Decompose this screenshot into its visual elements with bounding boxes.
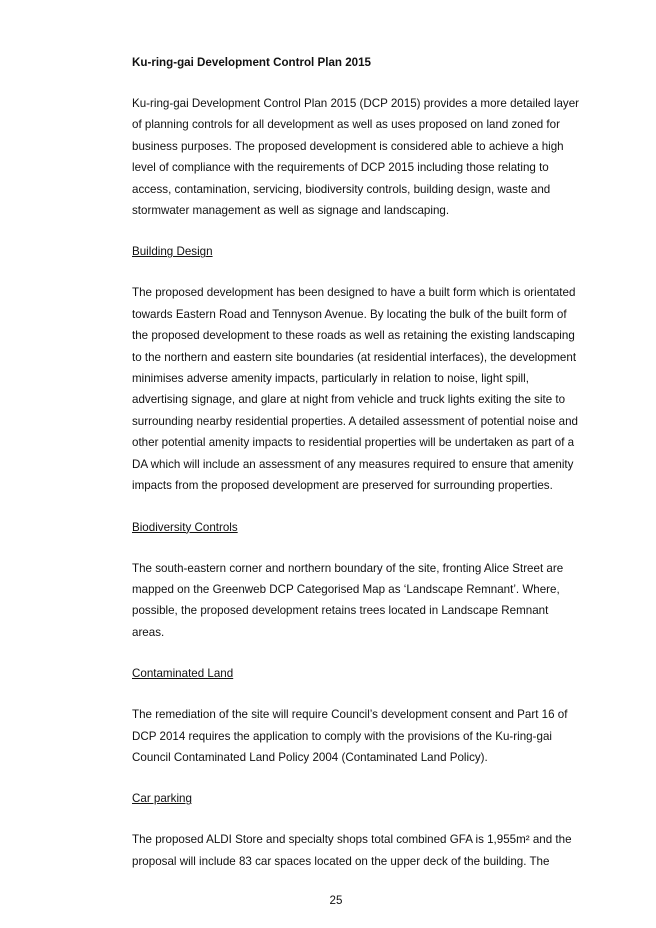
intro-paragraph: Ku-ring-gai Development Control Plan 2015 (DCP 2015) provides a more detailed layer of planning controls for all development as well as uses proposed on land zoned for business purposes. The proposed development is considered able to achieve a high level of compliance with the requirements of DCP 2015 including those relating to access, contamination, servicing, biodiversity controls, building design, waste and stormwater management as well as signage and landscaping. <box>132 97 580 218</box>
section-body-building-design: The proposed development has been designed to have a built form which is orientated towards Eastern Road and Tennyson Avenue. By locating the bulk of the built form of the proposed development to these roads as well as retaining the existing landscaping to the northern and eastern site boundaries (at residential interfaces), the development minimises adverse amenity impacts, particularly in relation to noise, light spill, advertising signage, and glare at night from vehicle and truck lights exiting the site to surrounding nearby residential properties. A detailed assessment of potential noise and other potential amenity impacts to residential properties will be undertaken as part of a DA which will include an assessment of any measures required to ensure that amenity impacts from the proposed development are preserved for surrounding properties. <box>132 286 578 493</box>
section-title-car-parking: Car parking <box>132 792 192 806</box>
section-title-contaminated-land: Contaminated Land <box>132 667 234 681</box>
section-body-biodiversity-controls: The south-eastern corner and northern boundary of the site, fronting Alice Street are mapped on the Greenweb DCP Categorised Map as ‘Landscape Remnant’. Where, possible, the proposed development retains trees located in Landscape Remnant areas. <box>132 561 564 639</box>
section-title-biodiversity-controls: Biodiversity Controls <box>132 520 238 534</box>
document-body <box>132 52 610 892</box>
section-body-contaminated-land: The remediation of the site will require Council’s development consent and Part 16 of DCP 2014 requires the application to comply with the provisions of the Ku-ring-gai Council Contaminated Land Policy 2004 (Contaminated Land Policy). <box>132 708 568 764</box>
section-body-car-parking: The proposed ALDI Store and specialty shops total combined GFA is 1,955m² and the proposal will include 83 car spaces located on the upper deck of the building. The <box>132 833 572 868</box>
document-heading: Ku-ring-gai Development Control Plan 2015 <box>132 56 371 69</box>
section-title-building-design: Building Design <box>132 245 213 259</box>
page-number: 25 <box>329 894 343 907</box>
